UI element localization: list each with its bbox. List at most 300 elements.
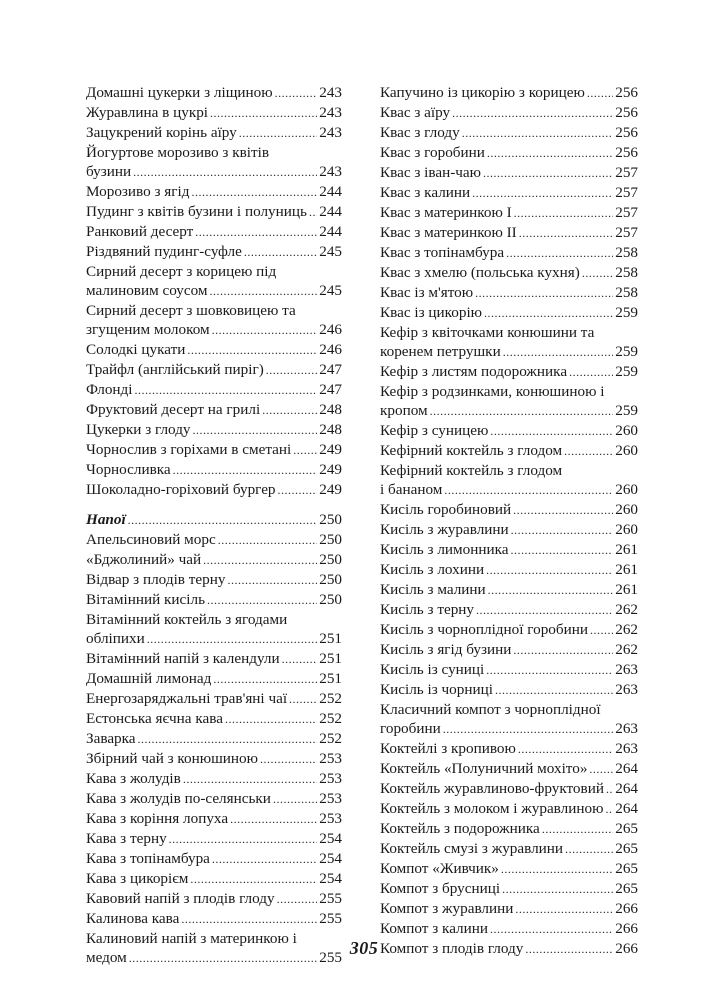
toc-entry[interactable] bbox=[380, 83, 638, 103]
dot-leader bbox=[191, 183, 317, 202]
toc-line bbox=[380, 520, 638, 540]
entry-page-number: 261 bbox=[615, 561, 638, 578]
toc-entry[interactable] bbox=[380, 660, 638, 680]
entry-page-number: 255 bbox=[319, 910, 342, 927]
entry-page-number: 260 bbox=[615, 422, 638, 439]
toc-entry[interactable] bbox=[86, 262, 342, 301]
dot-leader bbox=[506, 244, 613, 263]
toc-line bbox=[380, 580, 638, 600]
toc-entry[interactable] bbox=[380, 899, 638, 919]
dot-leader bbox=[147, 630, 318, 649]
toc-line bbox=[86, 610, 342, 629]
toc-entry[interactable] bbox=[86, 301, 342, 340]
toc-line bbox=[86, 829, 342, 849]
entry-title: Кисіль з лимонника bbox=[380, 541, 509, 558]
dot-leader bbox=[569, 363, 613, 382]
dot-leader bbox=[486, 661, 613, 680]
toc-entry[interactable] bbox=[380, 461, 638, 500]
dot-leader bbox=[475, 284, 613, 303]
toc-entry[interactable] bbox=[86, 182, 342, 202]
entry-page-number: 262 bbox=[615, 641, 638, 658]
toc-entry[interactable] bbox=[380, 123, 638, 143]
toc-entry[interactable] bbox=[86, 809, 342, 829]
entry-title: Кисіль із чорниці bbox=[380, 681, 493, 698]
dot-leader bbox=[564, 442, 613, 461]
toc-line bbox=[380, 680, 638, 700]
dot-leader bbox=[565, 840, 613, 859]
dot-leader bbox=[462, 124, 614, 143]
dot-leader bbox=[476, 601, 613, 620]
entry-title: Домашні цукерки з ліщиною bbox=[86, 84, 273, 101]
entry-page-number: 259 bbox=[615, 304, 638, 321]
entry-page-number: 253 bbox=[319, 810, 342, 827]
toc-list-desserts bbox=[86, 83, 342, 500]
entry-page-number: 258 bbox=[615, 244, 638, 261]
entry-title: Компот з журавлини bbox=[380, 900, 514, 917]
entry-title: Естонська яєчна кава bbox=[86, 710, 223, 727]
entry-title: Флонді bbox=[86, 381, 133, 398]
toc-line bbox=[86, 709, 342, 729]
toc-entry[interactable] bbox=[86, 769, 342, 789]
entry-page-number: 263 bbox=[615, 661, 638, 678]
toc-entry[interactable] bbox=[380, 362, 638, 382]
toc-line bbox=[380, 83, 638, 103]
entry-page-number: 244 bbox=[319, 223, 342, 240]
entry-page-number: 247 bbox=[319, 381, 342, 398]
entry-title: Кисіль з чорноплідної горобини bbox=[380, 621, 588, 638]
toc-entry[interactable] bbox=[86, 143, 342, 182]
entry-title: Кисіль з ягід бузини bbox=[380, 641, 512, 658]
entry-page-number: 264 bbox=[615, 760, 638, 777]
toc-line bbox=[380, 203, 638, 223]
toc-entry[interactable] bbox=[380, 163, 638, 183]
entry-title: Зацукрений корінь аїру bbox=[86, 124, 237, 141]
toc-entry[interactable] bbox=[86, 570, 342, 590]
toc-entry[interactable] bbox=[86, 789, 342, 809]
entry-page-number: 247 bbox=[319, 361, 342, 378]
dot-leader bbox=[490, 422, 613, 441]
toc-line bbox=[380, 560, 638, 580]
dot-leader bbox=[590, 621, 613, 640]
entry-page-number: 252 bbox=[319, 730, 342, 747]
dot-leader bbox=[515, 900, 613, 919]
entry-page-number: 256 bbox=[615, 144, 638, 161]
entry-title: медом bbox=[86, 949, 127, 966]
toc-line bbox=[380, 143, 638, 163]
dot-leader bbox=[207, 591, 317, 610]
toc-entry[interactable] bbox=[86, 869, 342, 889]
dot-leader bbox=[293, 441, 317, 460]
entry-page-number: 266 bbox=[615, 920, 638, 937]
entry-page-number: 264 bbox=[615, 800, 638, 817]
toc-line bbox=[380, 799, 638, 819]
entry-page-number: 262 bbox=[615, 601, 638, 618]
toc-entry[interactable] bbox=[380, 263, 638, 283]
dot-leader bbox=[227, 571, 317, 590]
toc-line bbox=[86, 420, 342, 440]
toc-line bbox=[86, 301, 342, 320]
entry-title: Збірний чай з конюшиною bbox=[86, 750, 258, 767]
entry-title: Коктейль смузі з журавлини bbox=[380, 840, 564, 857]
entry-title: Різдвяний пудинг-суфле bbox=[86, 243, 242, 260]
dot-leader bbox=[138, 730, 318, 749]
toc-line bbox=[380, 540, 638, 560]
toc-line bbox=[86, 380, 342, 400]
entry-page-number: 249 bbox=[319, 441, 342, 458]
toc-line bbox=[380, 401, 638, 421]
entry-page-number: 249 bbox=[319, 481, 342, 498]
toc-entry[interactable] bbox=[86, 103, 342, 123]
toc-entry[interactable] bbox=[380, 283, 638, 303]
entry-title: Квас з горобини bbox=[380, 144, 485, 161]
entry-title: «Бджолиний» чай bbox=[86, 551, 202, 568]
toc-entry[interactable] bbox=[380, 779, 638, 799]
entry-title: Морозиво з ягід bbox=[86, 183, 190, 200]
entry-title: Вітамінний коктейль з ягодами bbox=[86, 611, 288, 628]
toc-line bbox=[380, 461, 638, 480]
dot-leader bbox=[239, 124, 317, 143]
entry-page-number: 261 bbox=[615, 541, 638, 558]
toc-line bbox=[86, 669, 342, 689]
entry-title: Кефір з суницею bbox=[380, 422, 489, 439]
dot-leader bbox=[490, 920, 613, 939]
toc-line bbox=[86, 510, 342, 530]
dot-leader bbox=[472, 184, 613, 203]
toc-entry[interactable] bbox=[380, 839, 638, 859]
entry-title: Коктейлі з кропивою bbox=[380, 740, 516, 757]
section-title: Напої bbox=[86, 511, 126, 528]
entry-page-number: 265 bbox=[615, 860, 638, 877]
toc-entry[interactable] bbox=[380, 203, 638, 223]
dot-leader bbox=[430, 402, 614, 421]
dot-leader bbox=[444, 481, 613, 500]
entry-page-number: 243 bbox=[319, 104, 342, 121]
dot-leader bbox=[511, 541, 614, 560]
toc-entry[interactable] bbox=[380, 799, 638, 819]
dot-leader bbox=[605, 800, 613, 819]
toc-entry[interactable] bbox=[380, 441, 638, 461]
entry-page-number: 260 bbox=[615, 501, 638, 518]
toc-entry[interactable] bbox=[86, 649, 342, 669]
toc-entry[interactable] bbox=[86, 530, 342, 550]
dot-leader bbox=[210, 104, 317, 123]
dot-leader bbox=[587, 84, 613, 103]
entry-page-number: 253 bbox=[319, 750, 342, 767]
toc-entry[interactable] bbox=[86, 420, 342, 440]
entry-page-number: 263 bbox=[615, 740, 638, 757]
toc-entry[interactable] bbox=[380, 600, 638, 620]
dot-leader bbox=[128, 511, 318, 530]
toc-right-column bbox=[380, 83, 638, 959]
toc-entry[interactable] bbox=[380, 739, 638, 759]
dot-leader bbox=[213, 670, 317, 689]
toc-line bbox=[380, 739, 638, 759]
entry-title: Компот з брусниці bbox=[380, 880, 501, 897]
dot-leader bbox=[193, 421, 318, 440]
dot-leader bbox=[195, 223, 317, 242]
dot-leader bbox=[503, 343, 614, 362]
toc-entry[interactable] bbox=[86, 242, 342, 262]
entry-title: Кисіль з малини bbox=[380, 581, 486, 598]
entry-page-number: 246 bbox=[319, 341, 342, 358]
toc-line bbox=[380, 899, 638, 919]
entry-title: Коктейль журавлиново-фруктовий bbox=[380, 780, 604, 797]
toc-entry[interactable] bbox=[86, 909, 342, 929]
section-page-number: 250 bbox=[319, 511, 342, 528]
toc-entry[interactable] bbox=[86, 849, 342, 869]
toc-line bbox=[86, 340, 342, 360]
entry-page-number: 265 bbox=[615, 840, 638, 857]
entry-title: Коктейль «Полуничний мохіто» bbox=[380, 760, 588, 777]
entry-page-number: 260 bbox=[615, 521, 638, 538]
entry-title: Кефір з родзинками, конюшиною і bbox=[380, 383, 605, 400]
section-spacer bbox=[86, 500, 342, 510]
entry-page-number: 251 bbox=[319, 650, 342, 667]
toc-entry[interactable] bbox=[86, 749, 342, 769]
toc-entry[interactable] bbox=[380, 759, 638, 779]
entry-page-number: 265 bbox=[615, 820, 638, 837]
dot-leader bbox=[289, 690, 317, 709]
toc-entry[interactable] bbox=[380, 700, 638, 739]
toc-entry[interactable] bbox=[86, 889, 342, 909]
toc-entry[interactable] bbox=[380, 560, 638, 580]
entry-title: Квас з материнкою І bbox=[380, 204, 512, 221]
entry-title: Вітамінний напій з календули bbox=[86, 650, 280, 667]
dot-leader bbox=[589, 760, 613, 779]
toc-line bbox=[86, 400, 342, 420]
entry-page-number: 245 bbox=[319, 282, 342, 299]
dot-leader bbox=[495, 681, 613, 700]
toc-line bbox=[86, 242, 342, 262]
entry-page-number: 258 bbox=[615, 284, 638, 301]
entry-page-number: 264 bbox=[615, 780, 638, 797]
toc-entry[interactable] bbox=[86, 480, 342, 500]
entry-title: Сирний десерт з шовковицею та bbox=[86, 302, 296, 319]
toc-entry[interactable] bbox=[380, 323, 638, 362]
entry-title: Кава з топінамбура bbox=[86, 850, 210, 867]
toc-entry[interactable] bbox=[86, 550, 342, 570]
toc-line bbox=[380, 500, 638, 520]
entry-title: Йогуртове морозиво з квітів bbox=[86, 144, 269, 161]
toc-line bbox=[380, 779, 638, 799]
entry-page-number: 256 bbox=[615, 84, 638, 101]
entry-title: бузини bbox=[86, 163, 132, 180]
toc-line bbox=[380, 919, 638, 939]
entry-title: Чорнослив з горіхами в сметані bbox=[86, 441, 292, 458]
entry-page-number: 243 bbox=[319, 163, 342, 180]
toc-entry[interactable] bbox=[380, 859, 638, 879]
dot-leader bbox=[519, 224, 614, 243]
toc-entry[interactable] bbox=[86, 360, 342, 380]
entry-page-number: 248 bbox=[319, 421, 342, 438]
toc-entry[interactable] bbox=[380, 520, 638, 540]
toc-entry[interactable] bbox=[380, 680, 638, 700]
toc-line bbox=[380, 700, 638, 719]
entry-page-number: 250 bbox=[319, 571, 342, 588]
entry-page-number: 266 bbox=[615, 940, 638, 957]
toc-line bbox=[380, 480, 638, 500]
toc-entry[interactable] bbox=[86, 83, 342, 103]
dot-leader bbox=[486, 561, 613, 580]
dot-leader bbox=[518, 740, 613, 759]
entry-page-number: 255 bbox=[319, 949, 342, 966]
entry-title: Калинова кава bbox=[86, 910, 180, 927]
toc-line bbox=[86, 889, 342, 909]
entry-title: Кефір з квіточками конюшини та bbox=[380, 324, 595, 341]
toc-line bbox=[86, 769, 342, 789]
toc-line bbox=[380, 123, 638, 143]
toc-line bbox=[380, 441, 638, 461]
entry-title: кропом bbox=[380, 402, 428, 419]
toc-line bbox=[86, 729, 342, 749]
entry-page-number: 253 bbox=[319, 770, 342, 787]
entry-title: Квас із м'ятою bbox=[380, 284, 474, 301]
entry-page-number: 259 bbox=[615, 343, 638, 360]
toc-line bbox=[86, 789, 342, 809]
toc-line bbox=[86, 809, 342, 829]
toc-line bbox=[86, 460, 342, 480]
entry-page-number: 257 bbox=[615, 204, 638, 221]
toc-line bbox=[86, 749, 342, 769]
entry-page-number: 266 bbox=[615, 900, 638, 917]
toc-section-heading[interactable] bbox=[86, 510, 342, 530]
dot-leader bbox=[181, 910, 317, 929]
toc-entry[interactable] bbox=[86, 729, 342, 749]
toc-entry[interactable] bbox=[380, 500, 638, 520]
dot-leader bbox=[443, 720, 613, 739]
toc-entry[interactable] bbox=[86, 460, 342, 480]
toc-entry[interactable] bbox=[86, 202, 342, 222]
toc-entry[interactable] bbox=[86, 222, 342, 242]
dot-leader bbox=[542, 820, 613, 839]
toc-entry[interactable] bbox=[380, 183, 638, 203]
toc-line bbox=[86, 590, 342, 610]
toc-entry[interactable] bbox=[380, 223, 638, 243]
entry-page-number: 246 bbox=[319, 321, 342, 338]
entry-title: Відвар з плодів терну bbox=[86, 571, 226, 588]
toc-entry[interactable] bbox=[86, 340, 342, 360]
dot-leader bbox=[501, 860, 613, 879]
entry-title: Квас з аїру bbox=[380, 104, 451, 121]
entry-page-number: 255 bbox=[319, 890, 342, 907]
entry-page-number: 243 bbox=[319, 84, 342, 101]
toc-entry[interactable] bbox=[380, 580, 638, 600]
entry-page-number: 253 bbox=[319, 790, 342, 807]
entry-title: Кава з цикорієм bbox=[86, 870, 189, 887]
toc-entry[interactable] bbox=[380, 919, 638, 939]
toc-line bbox=[380, 163, 638, 183]
toc-line bbox=[86, 570, 342, 590]
dot-leader bbox=[266, 361, 317, 380]
dot-leader bbox=[582, 264, 613, 283]
entry-page-number: 250 bbox=[319, 551, 342, 568]
entry-page-number: 260 bbox=[615, 442, 638, 459]
toc-entry[interactable] bbox=[380, 303, 638, 323]
toc-entry[interactable] bbox=[86, 440, 342, 460]
toc-line bbox=[380, 362, 638, 382]
entry-title: Кисіль горобиновий bbox=[380, 501, 512, 518]
dot-leader bbox=[225, 710, 317, 729]
toc-entry[interactable] bbox=[86, 709, 342, 729]
toc-line bbox=[380, 283, 638, 303]
toc-line bbox=[86, 360, 342, 380]
toc-entry[interactable] bbox=[86, 669, 342, 689]
entry-page-number: 260 bbox=[615, 481, 638, 498]
toc-entry[interactable] bbox=[380, 243, 638, 263]
dot-leader bbox=[606, 780, 613, 799]
entry-title: Квас з калини bbox=[380, 184, 471, 201]
toc-line bbox=[86, 202, 342, 222]
toc-line bbox=[86, 83, 342, 103]
toc-entry[interactable] bbox=[86, 829, 342, 849]
toc-line bbox=[86, 869, 342, 889]
toc-entry[interactable] bbox=[380, 421, 638, 441]
toc-entry[interactable] bbox=[86, 590, 342, 610]
entry-title: Кава з коріння лопуха bbox=[86, 810, 229, 827]
entry-page-number: 256 bbox=[615, 124, 638, 141]
dot-leader bbox=[513, 641, 613, 660]
entry-page-number: 248 bbox=[319, 401, 342, 418]
entry-title: і бананом bbox=[380, 481, 443, 498]
toc-entry[interactable] bbox=[86, 380, 342, 400]
toc-entry[interactable] bbox=[380, 143, 638, 163]
entry-title: Компот з плодів глоду bbox=[380, 940, 524, 957]
dot-leader bbox=[212, 850, 317, 869]
entry-title: Енергозаряджальні трав'яні чаї bbox=[86, 690, 288, 707]
toc-entry[interactable] bbox=[380, 540, 638, 560]
entry-page-number: 250 bbox=[319, 591, 342, 608]
entry-title: Кисіль з журавлини bbox=[380, 521, 509, 538]
toc-entry[interactable] bbox=[380, 879, 638, 899]
toc-line bbox=[380, 342, 638, 362]
toc-line bbox=[86, 162, 342, 182]
toc-entry[interactable] bbox=[86, 610, 342, 649]
toc-line bbox=[380, 660, 638, 680]
toc-entry[interactable] bbox=[380, 640, 638, 660]
dot-leader bbox=[488, 581, 614, 600]
toc-entry[interactable] bbox=[380, 819, 638, 839]
dot-leader bbox=[212, 321, 318, 340]
toc-entry[interactable] bbox=[86, 400, 342, 420]
toc-line bbox=[380, 103, 638, 123]
toc-entry[interactable] bbox=[86, 689, 342, 709]
dot-leader bbox=[487, 144, 613, 163]
entry-title: Квас із цикорію bbox=[380, 304, 483, 321]
dot-leader bbox=[278, 481, 318, 500]
toc-line bbox=[86, 480, 342, 500]
entry-page-number: 256 bbox=[615, 104, 638, 121]
dot-leader bbox=[282, 650, 318, 669]
toc-entry[interactable] bbox=[86, 123, 342, 143]
toc-entry[interactable] bbox=[380, 620, 638, 640]
toc-entry[interactable] bbox=[380, 103, 638, 123]
entry-page-number: 261 bbox=[615, 581, 638, 598]
dot-leader bbox=[133, 163, 317, 182]
dot-leader bbox=[187, 341, 317, 360]
dot-leader bbox=[244, 243, 317, 262]
dot-leader bbox=[260, 750, 317, 769]
dot-leader bbox=[275, 84, 318, 103]
entry-page-number: 259 bbox=[615, 402, 638, 419]
entry-page-number: 244 bbox=[319, 183, 342, 200]
toc-entry[interactable] bbox=[380, 382, 638, 421]
entry-title: Класичний компот з чорноплідної bbox=[380, 701, 601, 718]
toc-line bbox=[86, 281, 342, 301]
dot-leader bbox=[514, 204, 614, 223]
dot-leader bbox=[169, 830, 318, 849]
dot-leader bbox=[190, 870, 317, 889]
entry-title: Домашній лимонад bbox=[86, 670, 212, 687]
